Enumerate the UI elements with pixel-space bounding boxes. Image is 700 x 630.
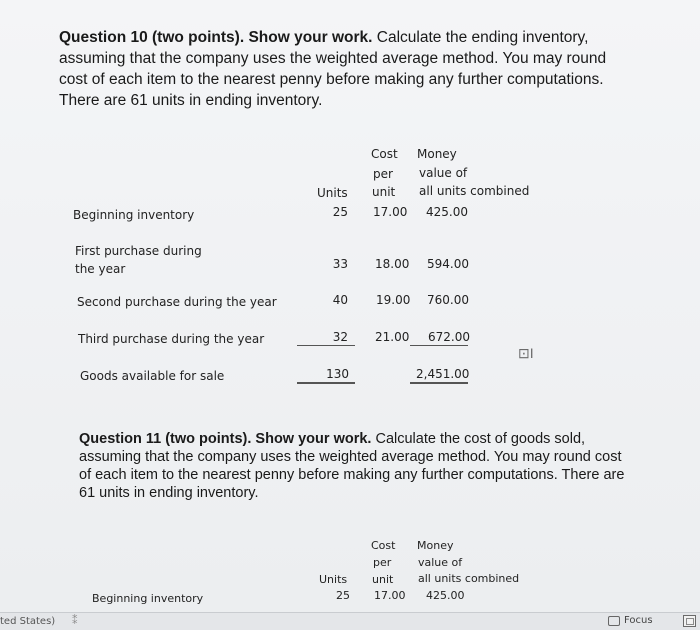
t10-total-money-underline <box>410 382 468 384</box>
spelling-icon[interactable]: ⁑ <box>72 614 78 627</box>
t10-header-cost-2: per <box>373 167 393 181</box>
t11-row-1-units: 25 <box>336 589 350 602</box>
t11-header-money-1: Money <box>417 539 454 552</box>
t10-row-4-money: 672.00 <box>428 330 470 344</box>
t10-row-2-money: 594.00 <box>427 257 469 271</box>
t10-row-3-money: 760.00 <box>427 293 469 307</box>
question-10-body: Calculate the ending inventory, assuming that the company uses the weighted average method. You may round cost of each item to the nearest penny before making any further computations. There are 61 units in ending inventory. <box>59 29 607 109</box>
t11-header-money-2: value of <box>418 556 463 569</box>
t10-header-money-2: value of <box>419 166 468 180</box>
t10-row-3-cost: 19.00 <box>376 293 411 307</box>
t10-total-units-underline <box>297 382 355 384</box>
text-cursor-icon: ⊡I <box>518 345 534 361</box>
t11-header-cost-3: unit <box>372 573 394 586</box>
t11-row-1-label: Beginning inventory <box>92 592 204 605</box>
t11-row-1-cost: 17.00 <box>374 589 406 602</box>
status-bar <box>0 612 700 630</box>
t10-row-3-label: Second purchase during the year <box>77 295 277 309</box>
question-10-lead: Question 10 (two points). Show your work. <box>59 29 373 46</box>
t10-row-5-units: 130 <box>326 367 349 381</box>
t11-header-cost-1: Cost <box>371 539 396 552</box>
t10-row-4-cost: 21.00 <box>375 330 410 344</box>
t10-header-units: Units <box>317 186 348 200</box>
t10-row-1-units: 25 <box>332 205 348 219</box>
focus-icon <box>608 616 620 626</box>
t10-row-2-cost: 18.00 <box>375 257 410 271</box>
t10-row-2-units: 33 <box>332 257 348 271</box>
t10-header-cost-3: unit <box>372 185 396 199</box>
question-11-text <box>79 430 635 502</box>
t10-row-1-cost: 17.00 <box>373 205 408 219</box>
t10-units-underline <box>297 345 355 346</box>
question-11-body: Calculate the cost of goods sold, assuming that the company uses the weighted average method. You may round cost of each item to the nearest penny before making any further computations. There are 61 units in ending inventory. <box>79 431 625 501</box>
t10-header-money-3: all units combined <box>419 184 530 198</box>
t10-header-money-1: Money <box>417 147 457 161</box>
t11-row-1-money: 425.00 <box>426 589 465 602</box>
t10-row-5-label: Goods available for sale <box>80 369 225 383</box>
t10-row-2-label-text: First purchase during the year <box>75 244 202 276</box>
question-10-text <box>59 27 637 111</box>
t11-header-cost-2: per <box>373 556 392 569</box>
focus-label: Focus <box>624 615 653 626</box>
t10-money-underline <box>410 345 468 346</box>
t10-row-5-money: 2,451.00 <box>416 367 470 381</box>
t11-header-money-3: all units combined <box>418 572 520 585</box>
t10-row-4-label: Third purchase during the year <box>78 332 265 346</box>
language-indicator[interactable]: ted States) <box>0 616 56 627</box>
print-layout-icon[interactable] <box>683 615 696 627</box>
t10-row-3-units: 40 <box>332 293 348 307</box>
t10-row-1-money: 425.00 <box>426 205 468 219</box>
t10-row-4-units: 32 <box>332 330 348 344</box>
t10-header-cost-1: Cost <box>371 147 398 161</box>
t10-row-2-label <box>75 242 225 278</box>
question-11-lead: Question 11 (two points). Show your work. <box>79 431 372 447</box>
t11-header-units: Units <box>319 573 348 586</box>
focus-button[interactable] <box>604 613 657 628</box>
t10-row-1-label: Beginning inventory <box>73 208 195 222</box>
